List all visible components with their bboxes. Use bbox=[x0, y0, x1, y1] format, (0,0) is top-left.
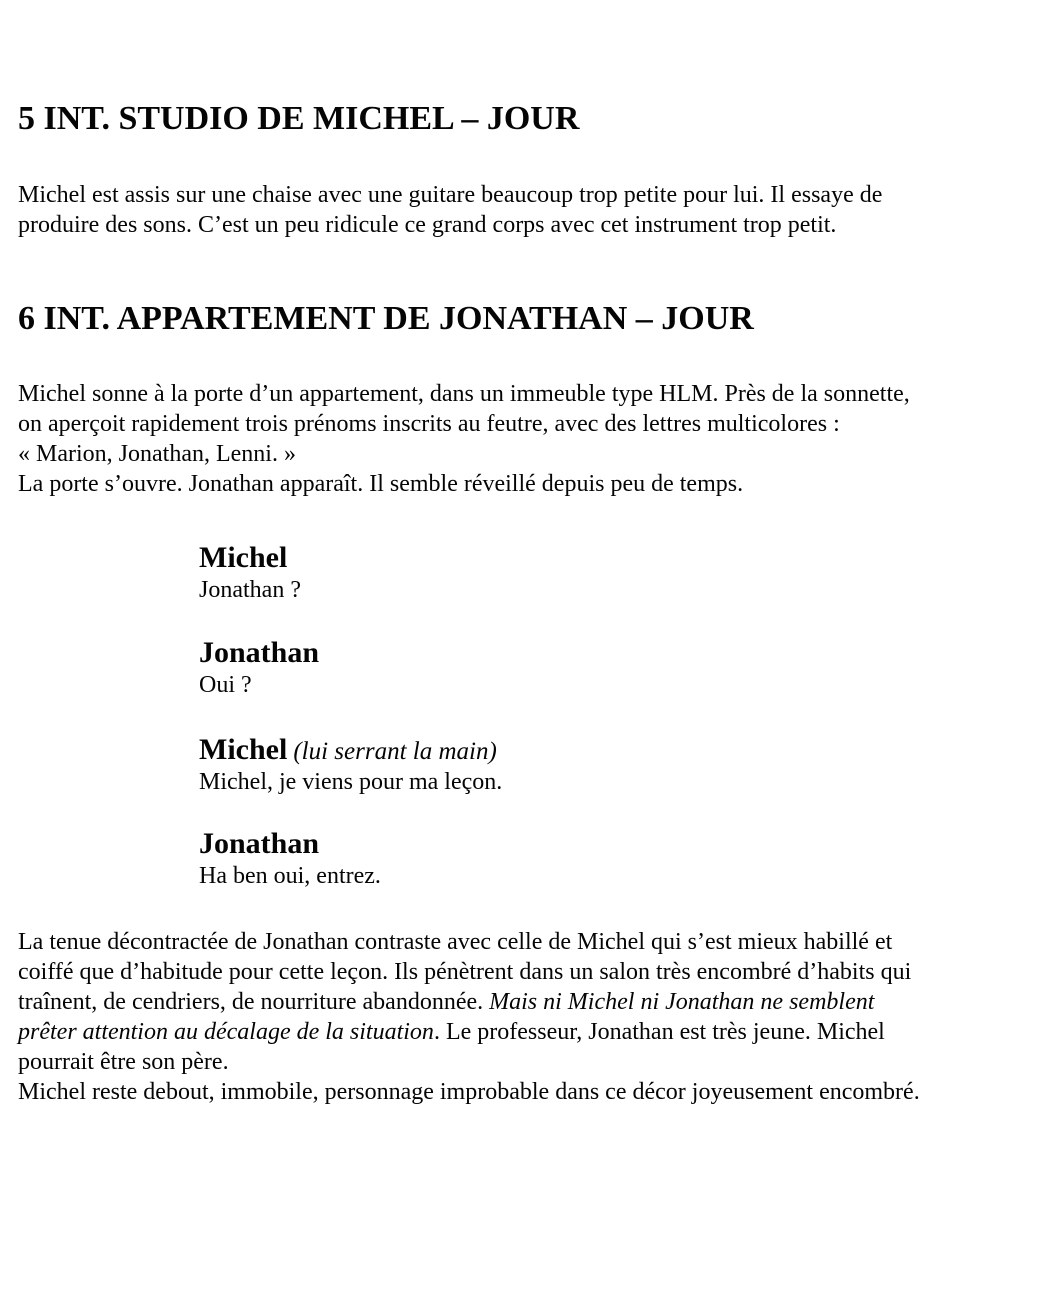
action-line bbox=[18, 1047, 1029, 1077]
character-name: Jonathan bbox=[199, 636, 320, 669]
action-line bbox=[18, 957, 1029, 987]
action-line bbox=[18, 439, 1029, 469]
action-line bbox=[18, 987, 1029, 1017]
character-line bbox=[199, 638, 1029, 670]
text-run: La porte s’ouvre. Jonathan apparaît. Il semble réveillé depuis peu de temps. bbox=[18, 471, 744, 497]
action-line bbox=[18, 927, 1029, 957]
dialogue-block bbox=[199, 638, 1029, 700]
dialogue-line bbox=[199, 861, 1029, 891]
dialogue-line bbox=[199, 670, 1029, 700]
text-run: pourrait être son père. bbox=[18, 1049, 229, 1075]
document-page bbox=[0, 99, 1039, 1299]
parenthetical: (lui serrant la main) bbox=[293, 738, 497, 765]
text-run-italic: Mais ni Michel ni Jonathan ne semblent bbox=[489, 989, 875, 1015]
text-run: La tenue décontractée de Jonathan contraste avec celle de Michel qui s’est mieux habillé et bbox=[18, 929, 893, 955]
action-paragraph bbox=[18, 180, 1029, 240]
text-run: « Marion, Jonathan, Lenni. » bbox=[18, 441, 296, 467]
character-line bbox=[199, 735, 1029, 767]
text-run: Oui ? bbox=[199, 672, 252, 698]
text-run: Ha ben oui, entrez. bbox=[199, 863, 381, 889]
text-run: Michel, je viens pour ma leçon. bbox=[199, 769, 503, 795]
character-name: Michel bbox=[199, 541, 288, 574]
action-line bbox=[18, 210, 1029, 240]
text-run: Jonathan ? bbox=[199, 577, 301, 603]
text-run-italic: prêter attention au décalage de la situation bbox=[18, 1019, 434, 1045]
dialogue-line bbox=[199, 767, 1029, 797]
action-line bbox=[18, 469, 1029, 499]
text-run: traînent, de cendriers, de nourriture abandonnée. bbox=[18, 989, 490, 1015]
text-run: produire des sons. C’est un peu ridicule ce grand corps avec cet instrument trop petit. bbox=[18, 212, 837, 238]
character-line bbox=[199, 829, 1029, 861]
action-line bbox=[18, 180, 1029, 210]
dialogue-block bbox=[199, 543, 1029, 605]
action-line bbox=[18, 1017, 1029, 1047]
text-run: Michel reste debout, immobile, personnage improbable dans ce décor joyeusement encombré. bbox=[18, 1079, 920, 1105]
action-line bbox=[18, 409, 1029, 439]
scene-heading: 6 INT. APPARTEMENT DE JONATHAN – JOUR bbox=[18, 300, 754, 337]
action-line bbox=[18, 379, 1029, 409]
text-run: coiffé que d’habitude pour cette leçon. Ils pénètrent dans un salon très encombré d’habits qui bbox=[18, 959, 912, 985]
action-line bbox=[18, 1077, 1029, 1107]
action-paragraph bbox=[18, 927, 1029, 1107]
character-name: Jonathan bbox=[199, 827, 320, 860]
character-line bbox=[199, 543, 1029, 575]
scene-heading: 5 INT. STUDIO DE MICHEL – JOUR bbox=[18, 100, 580, 137]
text-run: Michel est assis sur une chaise avec une guitare beaucoup trop petite pour lui. Il essaye de bbox=[18, 182, 883, 208]
character-name: Michel bbox=[199, 733, 288, 766]
dialogue-line bbox=[199, 575, 1029, 605]
text-run: . Le professeur, Jonathan est très jeune. Michel bbox=[433, 1019, 885, 1045]
dialogue-block bbox=[199, 735, 1029, 797]
dialogue-block bbox=[199, 829, 1029, 891]
text-run: on aperçoit rapidement trois prénoms inscrits au feutre, avec des lettres multicolores : bbox=[18, 411, 840, 437]
action-paragraph bbox=[18, 379, 1029, 499]
text-run: Michel sonne à la porte d’un appartement, dans un immeuble type HLM. Près de la sonnette, bbox=[18, 381, 910, 407]
